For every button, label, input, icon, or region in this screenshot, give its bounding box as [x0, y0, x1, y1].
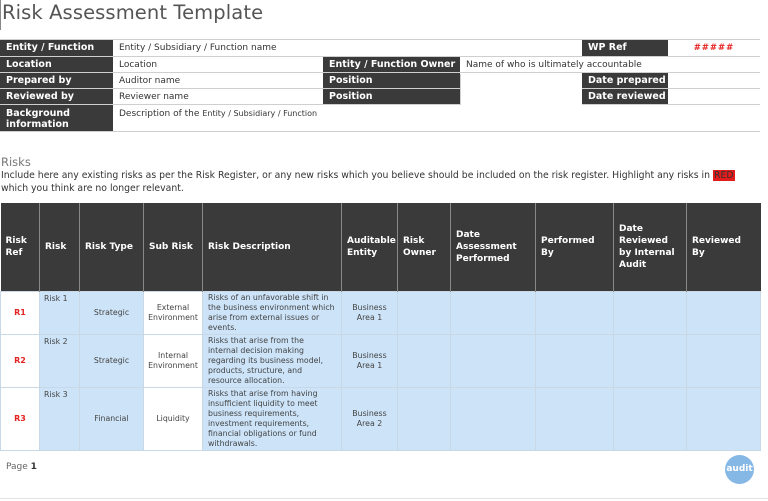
- red-highlight: RED: [714, 170, 734, 181]
- wp-ref-label: WP Ref: [582, 40, 668, 56]
- audit-logo-icon: audit: [725, 455, 754, 484]
- header-risk-type: Risk Type: [80, 203, 144, 291]
- risk-type-cell[interactable]: Financial: [80, 387, 144, 450]
- table-header-row: [1, 203, 761, 291]
- background-field[interactable]: [113, 105, 760, 131]
- location-label: Location: [0, 57, 113, 72]
- date-reviewed-cell[interactable]: [614, 387, 687, 450]
- risk-ref-cell[interactable]: R2: [1, 334, 40, 387]
- risks-description: [1, 169, 761, 195]
- table-row: [1, 334, 761, 387]
- owner-label: Entity / Function Owner: [323, 57, 460, 72]
- risk-description-cell[interactable]: Risks that arise from having insufficient liquidity to meet business requirements, investment requirements, financial obligations or fund withdrawals.: [203, 387, 342, 450]
- header-risk-owner: Risk Owner: [398, 203, 451, 291]
- date-reviewed-cell[interactable]: [614, 334, 687, 387]
- background-prefix: Description of the: [119, 109, 200, 119]
- reviewed-by-cell[interactable]: [687, 334, 761, 387]
- info-row-prepared: [0, 73, 760, 89]
- header-sub-risk: Sub Risk: [144, 203, 203, 291]
- date-assessment-cell[interactable]: [451, 291, 536, 334]
- risk-ref-cell[interactable]: R1: [1, 291, 40, 334]
- performed-by-cell[interactable]: [536, 387, 614, 450]
- header-reviewed-by: Reviewed By: [687, 203, 761, 291]
- table-row: [1, 387, 761, 450]
- header-date-assessment: Date Assessment Performed: [451, 203, 536, 291]
- reviewed-by-label: Reviewed by: [0, 89, 113, 104]
- auditable-entity-cell[interactable]: Business Area 1: [342, 334, 398, 387]
- risk-description-cell[interactable]: Risks that arise from the internal decision making regarding its business model, products, structure, and resource allocation.: [203, 334, 342, 387]
- prepared-by-field[interactable]: Auditor name: [113, 73, 323, 88]
- divider: [0, 498, 768, 499]
- date-reviewed-label: Date reviewed: [582, 89, 668, 104]
- info-row-reviewed: [0, 89, 760, 105]
- date-prepared-field[interactable]: [668, 73, 760, 88]
- page-label: Page: [6, 462, 28, 472]
- header-risk-description: Risk Description: [203, 203, 342, 291]
- page-indicator: [6, 462, 37, 472]
- risk-owner-cell[interactable]: [398, 387, 451, 450]
- info-row-location: [0, 57, 760, 73]
- date-reviewed-field[interactable]: [668, 89, 760, 104]
- date-assessment-cell[interactable]: [451, 387, 536, 450]
- header-performed-by: Performed By: [536, 203, 614, 291]
- entity-function-label: Entity / Function: [0, 40, 113, 56]
- entity-function-field[interactable]: Entity / Subsidiary / Function name: [113, 40, 582, 56]
- reviewed-by-field[interactable]: Reviewer name: [113, 89, 323, 104]
- risks-desc-after: which you think are no longer relevant.: [1, 183, 184, 194]
- info-row-entity: [0, 40, 760, 57]
- performed-by-cell[interactable]: [536, 291, 614, 334]
- background-label: Background information: [0, 105, 113, 131]
- position-1-label: Position: [323, 73, 460, 88]
- wp-ref-field[interactable]: #####: [668, 40, 760, 56]
- risk-owner-cell[interactable]: [398, 291, 451, 334]
- risks-heading: Risks: [1, 155, 31, 169]
- header-auditable-entity: Auditable Entity: [342, 203, 398, 291]
- sub-risk-cell[interactable]: External Environment: [144, 291, 203, 334]
- risk-owner-cell[interactable]: [398, 334, 451, 387]
- position-2-label: Position: [323, 89, 460, 104]
- risk-type-cell[interactable]: Strategic: [80, 334, 144, 387]
- background-suffix: Entity / Subsidiary / Function: [202, 109, 318, 118]
- reviewed-by-cell[interactable]: [687, 387, 761, 450]
- date-assessment-cell[interactable]: [451, 334, 536, 387]
- risk-cell[interactable]: Risk 1: [40, 291, 80, 334]
- header-risk-ref: Risk Ref: [1, 203, 40, 291]
- date-reviewed-cell[interactable]: [614, 291, 687, 334]
- location-field[interactable]: Location: [113, 57, 323, 72]
- sub-risk-cell[interactable]: Internal Environment: [144, 334, 203, 387]
- risk-ref-cell[interactable]: R3: [1, 387, 40, 450]
- auditable-entity-cell[interactable]: Business Area 1: [342, 291, 398, 334]
- header-date-reviewed: Date Reviewed by Internal Audit: [614, 203, 687, 291]
- risks-desc-before: Include here any existing risks as per the Risk Register, or any new risks which you believe should be included on the risk register. Highlight any risks in: [1, 170, 711, 181]
- reviewed-by-cell[interactable]: [687, 291, 761, 334]
- position-field[interactable]: [460, 74, 582, 105]
- performed-by-cell[interactable]: [536, 334, 614, 387]
- page-number: 1: [30, 462, 37, 472]
- info-row-background: [0, 105, 760, 132]
- risk-type-cell[interactable]: Strategic: [80, 291, 144, 334]
- page-title: Risk Assessment Template: [0, 0, 263, 30]
- risk-description-cell[interactable]: Risks of an unfavorable shift in the business environment which arise from external issues or events.: [203, 291, 342, 334]
- owner-field[interactable]: Name of who is ultimately accountable: [460, 57, 760, 72]
- header-risk: Risk: [40, 203, 80, 291]
- prepared-by-label: Prepared by: [0, 73, 113, 88]
- sub-risk-cell[interactable]: Liquidity: [144, 387, 203, 450]
- date-prepared-label: Date prepared: [582, 73, 668, 88]
- auditable-entity-cell[interactable]: Business Area 2: [342, 387, 398, 450]
- risk-cell[interactable]: Risk 3: [40, 387, 80, 450]
- risk-cell[interactable]: Risk 2: [40, 334, 80, 387]
- risk-table: [0, 203, 761, 451]
- table-row: [1, 291, 761, 334]
